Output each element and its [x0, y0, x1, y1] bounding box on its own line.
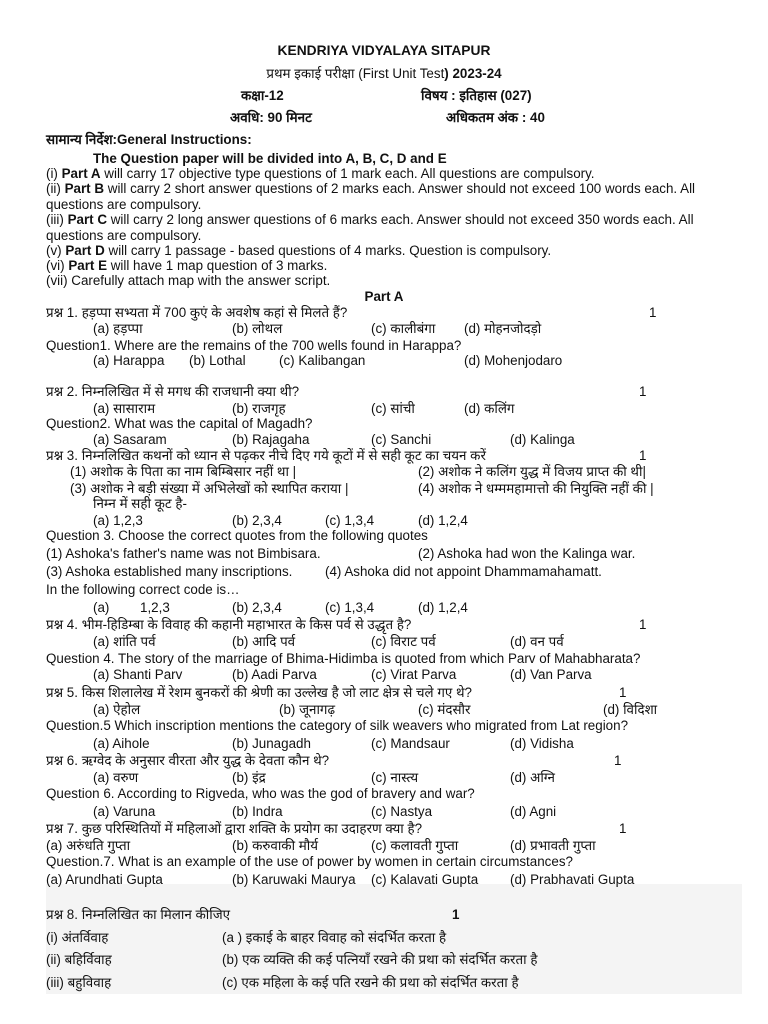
q2-hi-option-b: (b) राजगृह	[232, 401, 286, 416]
q1-en-option-a: (a) Harappa	[93, 353, 165, 368]
q7-hi-option-c: (c) कलावती गुप्ता	[371, 838, 459, 853]
q1-hi-option-b: (b) लोथल	[232, 321, 283, 336]
q8-hindi: प्रश्न 8. निम्नलिखित का मिलान कीजिए	[46, 907, 231, 922]
q6-hi-option-c: (c) नास्त्य	[371, 770, 419, 785]
q5-hi-option-b: (b) जूनागढ़	[279, 702, 335, 717]
q3-statement-4: (4) अशोक ने धम्ममहामात्तो की नियुक्ति नहीं की |	[418, 481, 654, 496]
q3-en-option-d: (d) 1,2,4	[418, 600, 468, 615]
q2-en-option-c: (c) Sanchi	[371, 432, 432, 447]
q3-en-statement-4: (4) Ashoka did not appoint Dhammamahamatt.	[325, 564, 602, 579]
q4-hi-option-c: (c) विराट पर्व	[371, 634, 436, 649]
q4-en-option-c: (c) Virat Parva	[371, 667, 457, 682]
q8-left-1: (i) अंतर्विवाह	[46, 930, 109, 945]
q4-hindi: प्रश्न 4. भीम-हिडिम्बा के विवाह की कहानी महाभारत के किस पर्व से उद्धृत है?	[46, 617, 412, 632]
q7-hi-option-a: (a) अरुंधति गुप्ता	[46, 838, 131, 853]
part-a-heading: Part A	[364, 289, 404, 304]
q3-hindi: प्रश्न 3. निम्नलिखित कथनों को ध्यान से पढ़कर नीचे दिए गये कूटों में से सही कूट का चयन करें	[46, 448, 486, 463]
q2-en-option-d: (d) Kalinga	[510, 432, 575, 447]
q4-hi-option-b: (b) आदि पर्व	[232, 634, 296, 649]
q2-hindi: प्रश्न 2. निम्नलिखित में से मगध की राजधानी क्या थी?	[46, 384, 300, 399]
q5-en-option-d: (d) Vidisha	[510, 736, 574, 751]
q4-hi-option-a: (a) शांति पर्व	[93, 634, 156, 649]
q3-en-option-b: (b) 2,3,4	[232, 600, 282, 615]
q1-en-option-d: (d) Mohenjodaro	[464, 353, 563, 368]
q7-hi-option-b: (b) करुवाकी मौर्य	[232, 838, 319, 853]
q3-en-option-c: (c) 1,3,4	[325, 600, 375, 615]
q1-hi-option-a: (a) हड़प्पा	[93, 321, 143, 336]
q4-en-option-a: (a) Shanti Parv	[93, 667, 183, 682]
q5-en-option-a: (a) Aihole	[93, 736, 150, 751]
q3-statement-2: (2) अशोक ने कलिंग युद्ध में विजय प्राप्त की थी|	[418, 464, 646, 479]
instruction-vii: (vii) Carefully attach map with the answer script.	[46, 273, 331, 288]
q4-hi-option-d: (d) वन पर्व	[510, 634, 564, 649]
q1-marks: 1	[649, 305, 657, 320]
q6-en-option-b: (b) Indra	[232, 804, 283, 819]
q6-en-option-d: (d) Agni	[510, 804, 557, 819]
q1-english: Question1. Where are the remains of the 700 wells found in Harappa?	[46, 338, 462, 353]
q7-en-option-a: (a) Arundhati Gupta	[46, 872, 163, 887]
max-marks-label: अधिकतम अंक : 40	[446, 110, 545, 125]
q4-en-option-b: (b) Aadi Parva	[232, 667, 317, 682]
q8-marks: 1	[452, 907, 460, 922]
q8-left-2: (ii) बहिर्विवाह	[46, 952, 112, 967]
q3-code-english: In the following correct code is…	[46, 582, 240, 597]
q2-hi-option-c: (c) सांची	[371, 401, 415, 416]
q3-marks: 1	[639, 448, 647, 463]
q3-hi-option-c: (c) 1,3,4	[325, 513, 375, 528]
q5-marks: 1	[619, 685, 627, 700]
q7-hi-option-d: (d) प्रभावती गुप्ता	[510, 838, 596, 853]
q2-english: Question2. What was the capital of Magadh?	[46, 416, 313, 431]
q7-hindi: प्रश्न 7. कुछ परिस्थितियों में महिलाओं द्वारा शक्ति के प्रयोग का उदाहरण क्या है?	[46, 821, 423, 836]
school-name: KENDRIYA VIDYALAYA SITAPUR	[277, 43, 491, 58]
q8-right-1: (a ) इकाई के बाहर विवाह को संदर्भित करता है	[222, 930, 447, 945]
instructions-sub: The Question paper will be divided into A, B, C, D and E	[93, 151, 447, 166]
class-label: कक्षा-12	[241, 88, 284, 103]
q2-hi-option-a: (a) सासाराम	[93, 401, 156, 416]
q2-en-option-b: (b) Rajagaha	[232, 432, 310, 447]
q7-en-option-c: (c) Kalavati Gupta	[371, 872, 479, 887]
duration-label: अवधि: 90 मिनट	[230, 110, 312, 125]
q6-en-option-a: (a) Varuna	[93, 804, 156, 819]
q1-hi-option-d: (d) मोहनजोदड़ो	[464, 321, 542, 336]
q6-hi-option-d: (d) अग्नि	[510, 770, 555, 785]
q5-hi-option-a: (a) ऐहोल	[93, 702, 141, 717]
q1-hindi: प्रश्न 1. हड़प्पा सभ्यता में 700 कुएं के अवशेष कहां से मिलते हैं?	[46, 305, 348, 320]
q3-en-option-a-label: (a)	[93, 600, 110, 615]
q2-hi-option-d: (d) कलिंग	[464, 401, 515, 416]
q7-marks: 1	[619, 821, 627, 836]
q7-en-option-d: (d) Prabhavati Gupta	[510, 872, 635, 887]
q3-hi-option-d: (d) 1,2,4	[418, 513, 468, 528]
q6-english: Question 6. According to Rigveda, who was the god of bravery and war?	[46, 786, 475, 801]
instruction-iii: (iii) Part C will carry 2 long answer questions of 6 marks each. Answer should not exceed 350 words each. All questions are compulsory.	[46, 212, 694, 243]
exam-title: प्रथम इकाई परीक्षा (First Unit Test) 2023-24	[266, 66, 502, 81]
q3-en-statement-2: (2) Ashoka had won the Kalinga war.	[418, 546, 636, 561]
q5-hi-option-d: (d) विदिशा	[603, 702, 658, 717]
q6-hi-option-a: (a) वरुण	[93, 770, 139, 785]
q2-marks: 1	[639, 384, 647, 399]
q6-en-option-c: (c) Nastya	[371, 804, 433, 819]
instruction-i: (i) Part A will carry 17 objective type questions of 1 mark each. All questions are compulsory.	[46, 166, 595, 181]
q5-hindi: प्रश्न 5. किस शिलालेख में रेशम बुनकरों की श्रेणी का उल्लेख है जो लाट क्षेत्र से चले गए थे?	[46, 685, 473, 700]
q5-en-option-c: (c) Mandsaur	[371, 736, 450, 751]
q3-statement-3: (3) अशोक ने बड़ी संख्या में अभिलेखों को स्थापित कराया |	[70, 481, 349, 496]
instruction-vi: (vi) Part E will have 1 map question of 3 marks.	[46, 258, 328, 273]
q6-hindi: प्रश्न 6. ऋग्वेद के अनुसार वीरता और युद्ध के देवता कौन थे?	[46, 753, 330, 768]
q3-en-statement-3: (3) Ashoka established many inscriptions.	[46, 564, 293, 579]
q2-en-option-a: (a) Sasaram	[93, 432, 167, 447]
q3-statement-1: (1) अशोक के पिता का नाम बिम्बिसार नहीं था |	[70, 464, 297, 479]
q5-en-option-b: (b) Junagadh	[232, 736, 311, 751]
q3-hi-option-b: (b) 2,3,4	[232, 513, 282, 528]
q1-hi-option-c: (c) कालीबंगा	[371, 321, 436, 336]
instruction-v: (v) Part D will carry 1 passage - based questions of 4 marks. Question is compulsory.	[46, 243, 552, 258]
q3-english: Question 3. Choose the correct quotes from the following quotes	[46, 528, 428, 543]
q1-en-option-c: (c) Kalibangan	[279, 353, 366, 368]
q5-hi-option-c: (c) मंदसौर	[418, 702, 471, 717]
instruction-ii: (ii) Part B will carry 2 short answer questions of 2 marks each. Answer should not exceed 100 words each. All questions are compulsory.	[46, 181, 696, 212]
q6-marks: 1	[614, 753, 622, 768]
q8-left-3: (iii) बहुविवाह	[46, 975, 112, 990]
q4-marks: 1	[639, 617, 647, 632]
q7-english: Question.7. What is an example of the use of power by women in certain circumstances?	[46, 854, 573, 869]
q8-right-2: (b) एक व्यक्ति की कई पत्नियाँ रखने की प्रथा को संदर्भित करता है	[222, 952, 538, 967]
q3-hi-option-a: (a) 1,2,3	[93, 513, 143, 528]
q3-code-hindi: निम्न में सही कूट है-	[93, 496, 187, 511]
instructions-heading: सामान्य निर्देश:General Instructions:	[46, 132, 252, 147]
q3-en-option-a-value: 1,2,3	[140, 600, 170, 615]
q4-en-option-d: (d) Van Parva	[510, 667, 592, 682]
q6-hi-option-b: (b) इंद्र	[232, 770, 266, 785]
q8-right-3: (c) एक महिला के कई पति रखने की प्रथा को संदर्भित करता है	[222, 975, 519, 990]
q5-english: Question.5 Which inscription mentions the category of silk weavers who migrated from Lat region?	[46, 718, 629, 733]
q4-english: Question 4. The story of the marriage of Bhima-Hidimba is quoted from which Parv of Mahabharata?	[46, 651, 641, 666]
q7-en-option-b: (b) Karuwaki Maurya	[232, 872, 356, 887]
subject-label: विषय : इतिहास (027)	[421, 88, 532, 103]
q1-en-option-b: (b) Lothal	[189, 353, 246, 368]
q3-en-statement-1: (1) Ashoka's father's name was not Bimbisara.	[46, 546, 321, 561]
